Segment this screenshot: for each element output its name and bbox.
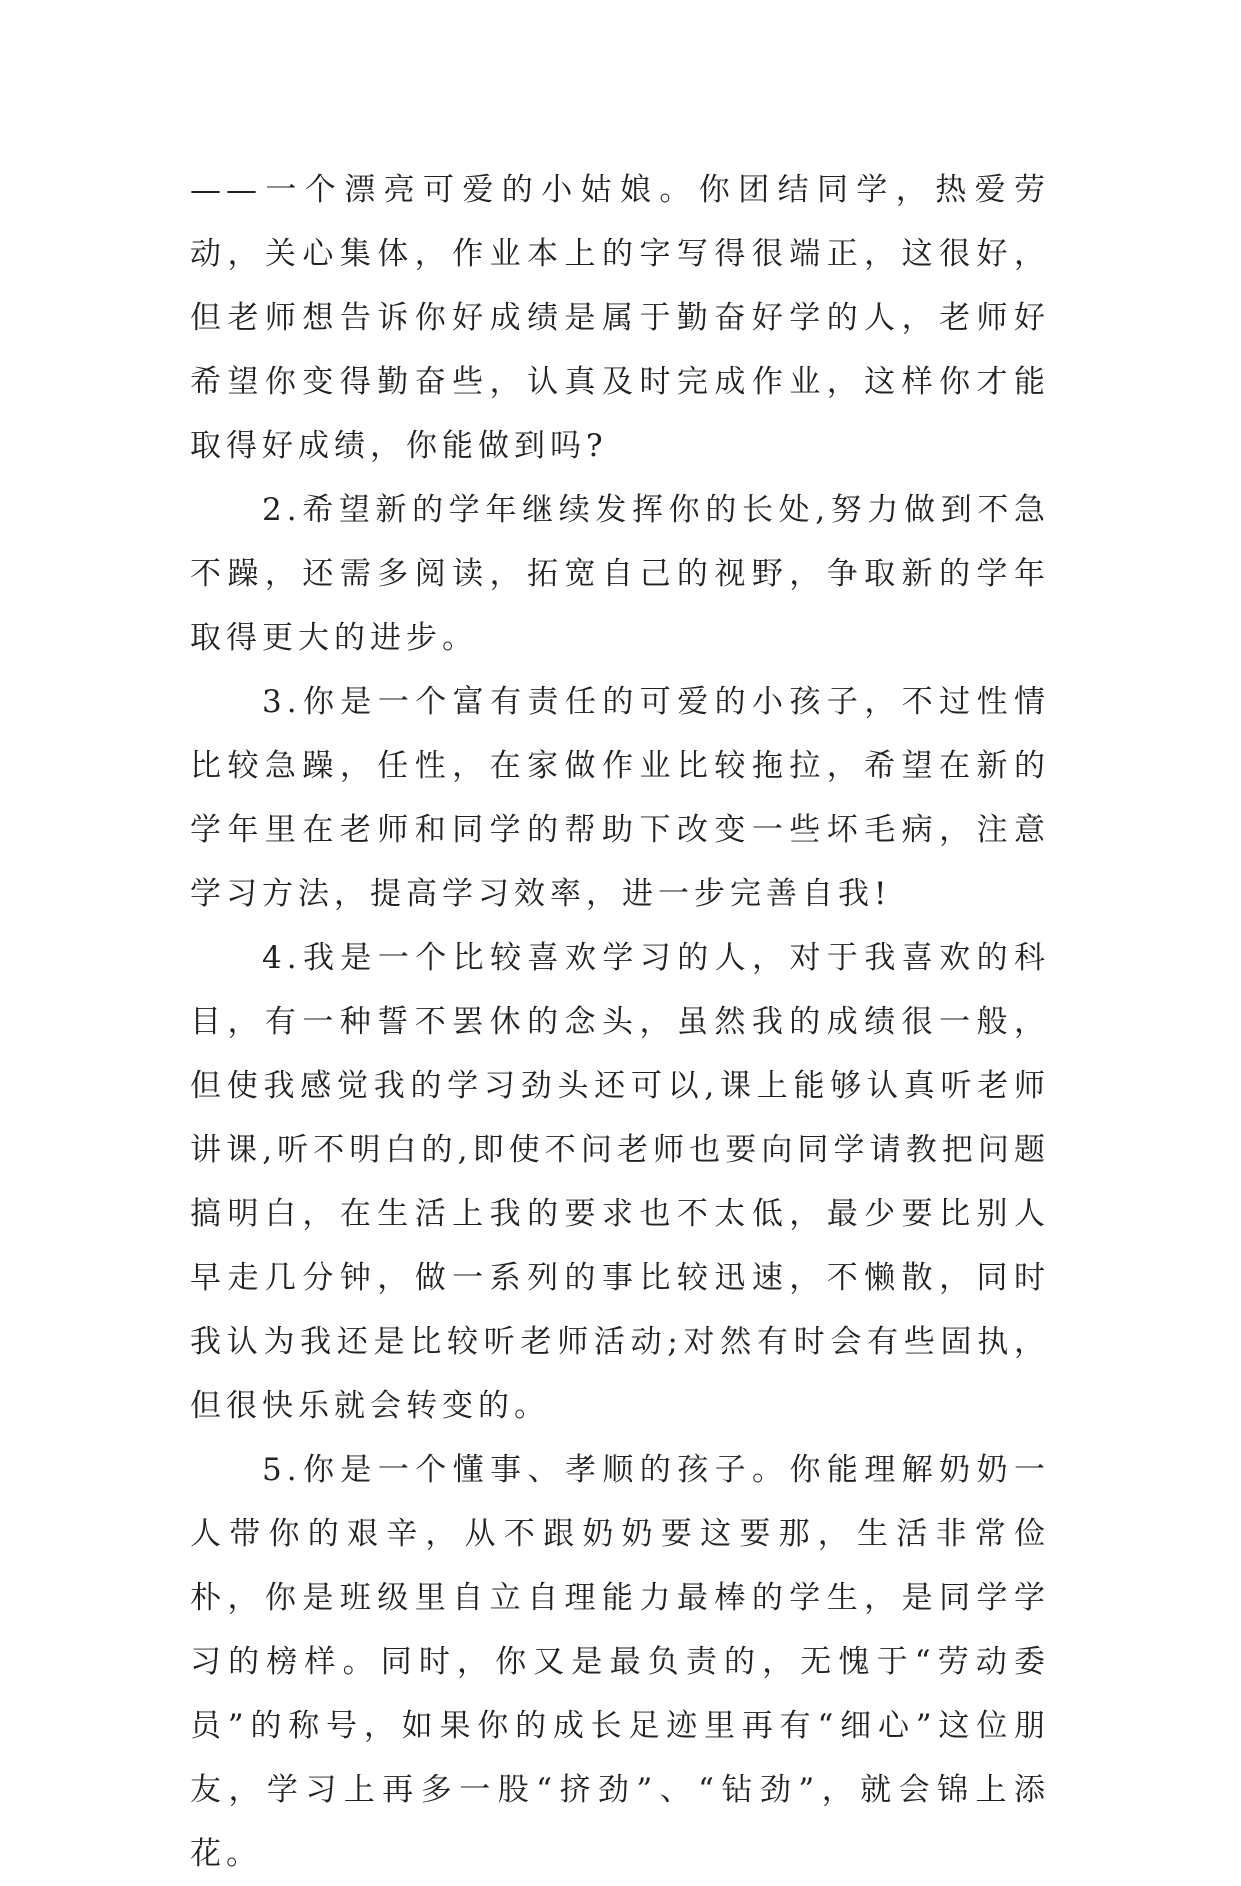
document-body: [190, 158, 1050, 1886]
paragraph-5: 5.你是一个懂事、孝顺的孩子。你能理解奶奶一人带你的艰辛，从不跟奶奶要这要那，生活非常俭朴，你是班级里自立自理能力最棒的学生，是同学学习的榜样。同时，你又是最负责的，无愧于“劳动委员”的称号，如果你的成长足迹里再有“细心”这位朋友，学习上再多一股“挤劲”、“钻劲”，就会锦上添花。: [190, 1452, 1050, 1872]
paragraph-3: 3.你是一个富有责任的可爱的小孩子，不过性情比较急躁，任性，在家做作业比较拖拉，希望在新的学年里在老师和同学的帮助下改变一些坏毛病，注意学习方法，提高学习效率，进一步完善自我!: [190, 684, 1050, 912]
paragraph-2: 2.希望新的学年继续发挥你的长处,努力做到不急不躁，还需多阅读，拓宽自己的视野，争取新的学年取得更大的进步。: [190, 492, 1050, 656]
paragraph-4: 4.我是一个比较喜欢学习的人，对于我喜欢的科目，有一种誓不罢休的念头，虽然我的成绩很一般，但使我感觉我的学习劲头还可以,课上能够认真听老师讲课,听不明白的,即使不问老师也要向同学请教把问题搞明白，在生活上我的要求也不太低，最少要比别人早走几分钟，做一系列的事比较迅速，不懒散，同时我认为我还是比较听老师活动;对然有时会有些固执，但很快乐就会转变的。: [190, 940, 1050, 1424]
paragraph-1: ——一个漂亮可爱的小姑娘。你团结同学，热爱劳动，关心集体，作业本上的字写得很端正，这很好，但老师想告诉你好成绩是属于勤奋好学的人，老师好希望你变得勤奋些，认真及时完成作业，这样你才能取得好成绩，你能做到吗?: [190, 172, 1050, 464]
